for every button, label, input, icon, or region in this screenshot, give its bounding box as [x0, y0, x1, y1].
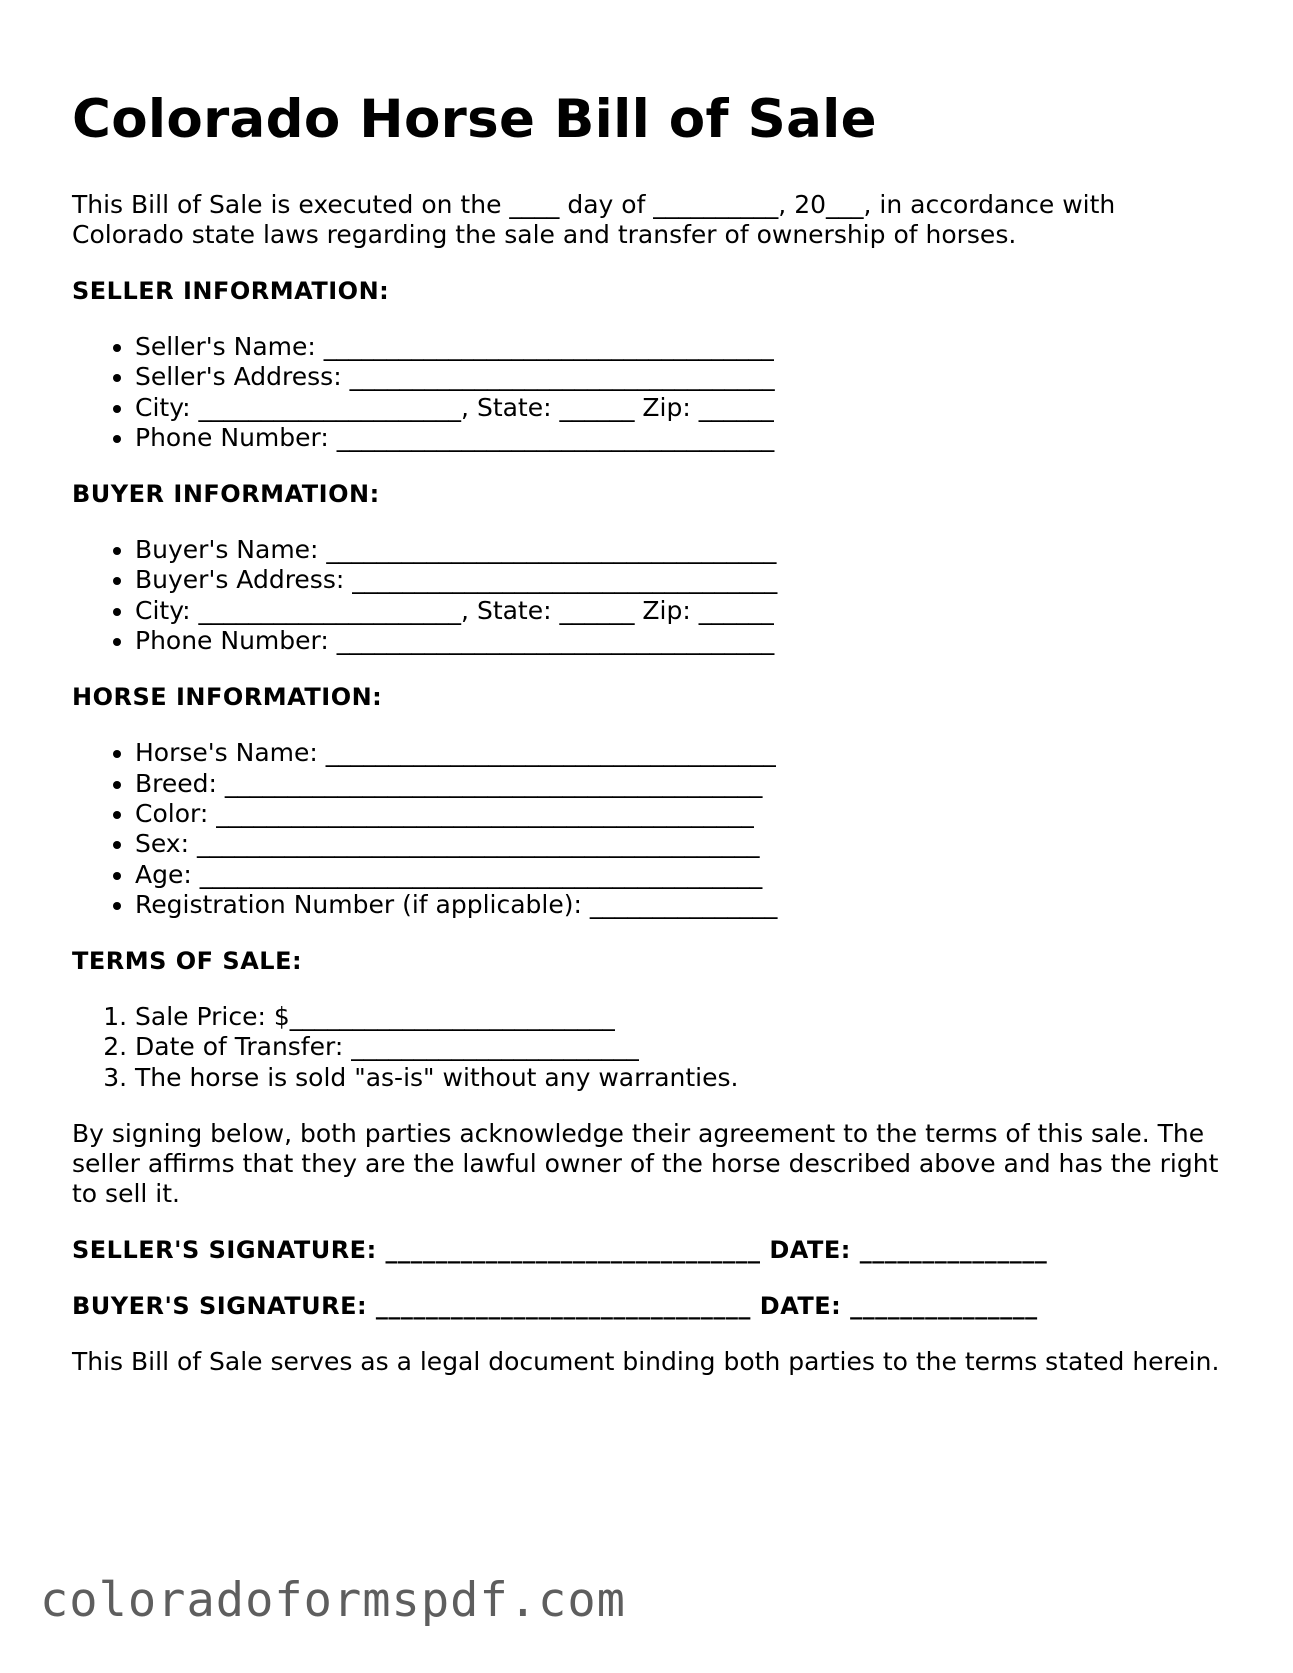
buyer-name-field: • Buyer's Name: ____________________________________ — [135, 535, 1232, 565]
horse-sex-field: • Sex: _____________________________________________ — [135, 829, 1232, 859]
as-is-term: 3. The horse is sold "as-is" without any warranties. — [135, 1063, 1232, 1093]
document-title: Colorado Horse Bill of Sale — [72, 89, 877, 150]
seller-information-list — [72, 332, 1232, 453]
buyer-information-list — [72, 535, 1232, 656]
seller-signature-line: SELLER'S SIGNATURE: ______________________________ DATE: _______________ — [72, 1236, 1048, 1265]
horse-age-field: • Age: _____________________________________________ — [135, 860, 1232, 890]
buyer-information-heading: BUYER INFORMATION: — [72, 480, 380, 509]
terms-of-sale-heading: TERMS OF SALE: — [72, 947, 303, 976]
horse-breed-field: • Breed: ___________________________________________ — [135, 769, 1232, 799]
seller-information-heading: SELLER INFORMATION: — [72, 277, 390, 305]
document-page — [72, 88, 1232, 1377]
buyer-phone-field: • Phone Number: ___________________________________ — [135, 626, 1232, 656]
acknowledgement-paragraph: By signing below, both parties acknowledge their agreement to the terms of this sale. The seller affirms that they are the lawful owner of the horse described above and has the right to sell it. — [72, 1119, 1219, 1209]
horse-information-heading: HORSE INFORMATION: — [72, 683, 383, 712]
buyer-city-state-zip-field: • City: _____________________, State: ______ Zip: ______ — [135, 596, 1232, 626]
buyer-address-field: • Buyer's Address: __________________________________ — [135, 565, 1232, 595]
closing-paragraph: This Bill of Sale serves as a legal document binding both parties to the terms stated herein. — [72, 1347, 1220, 1377]
seller-address-field: • Seller's Address: __________________________________ — [135, 362, 1232, 392]
terms-of-sale-list — [72, 1002, 1232, 1093]
horse-color-field: • Color: ___________________________________________ — [135, 799, 1232, 829]
sale-price-field: 1. Sale Price: $__________________________ — [135, 1002, 1232, 1032]
seller-city-state-zip-field: • City: _____________________, State: ______ Zip: ______ — [135, 393, 1232, 423]
horse-name-field: • Horse's Name: ____________________________________ — [135, 738, 1232, 768]
seller-phone-field: • Phone Number: ___________________________________ — [135, 423, 1232, 453]
buyer-signature-line: BUYER'S SIGNATURE: ______________________________ DATE: _______________ — [72, 1292, 1038, 1321]
seller-name-field: • Seller's Name: ____________________________________ — [135, 332, 1232, 362]
intro-paragraph: This Bill of Sale is executed on the ____ day of __________, 20___, in accordance with Colorado state laws regarding the sale and transfer of ownership of horses. — [72, 190, 1116, 249]
site-watermark: coloradoformspdf.com — [40, 1573, 626, 1628]
date-of-transfer-field: 2. Date of Transfer: _______________________ — [135, 1032, 1232, 1062]
horse-information-list — [72, 738, 1232, 920]
horse-registration-field: • Registration Number (if applicable): _______________ — [135, 890, 1232, 920]
